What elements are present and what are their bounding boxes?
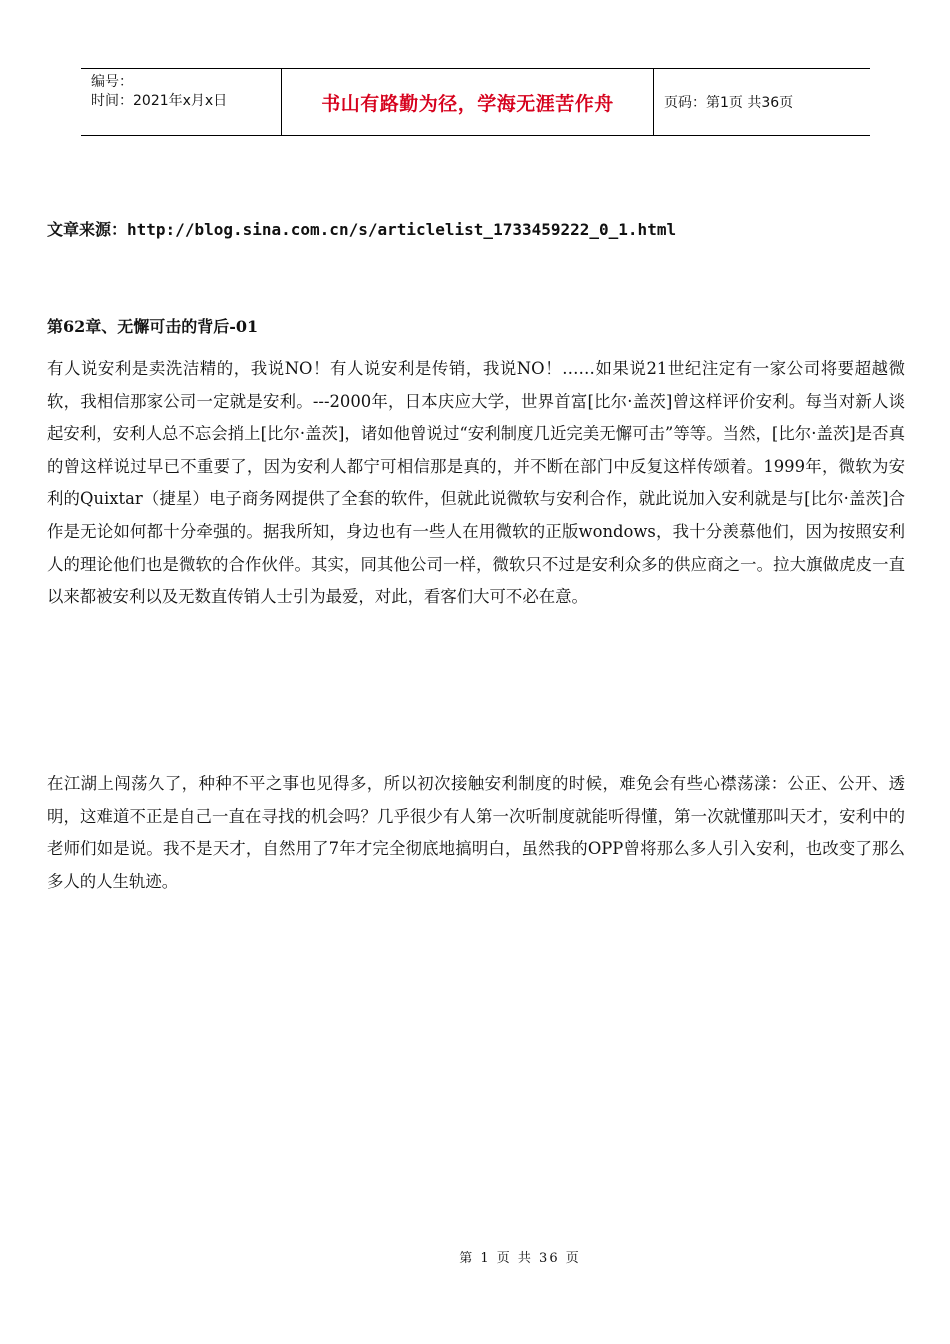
chapter-title: 第62章、无懈可击的背后-01 (47, 317, 259, 336)
article-source (47, 217, 676, 240)
header-motto: 书山有路勤为径，学海无涯苦作舟 (321, 92, 614, 115)
header-motto-cell (281, 69, 654, 135)
source-url[interactable]: http://blog.sina.com.cn/s/articlelist_1733459222_0_1.html (127, 220, 677, 239)
header-meta (81, 69, 281, 135)
body-paragraph-2: 在江湖上闯荡久了，种种不平之事也见得多，所以初次接触安利制度的时候，难免会有些心襟荡漾：公正、公开、透明，这难道不正是自己一直在寻找的机会吗？几乎很少有人第一次听制度就能听得懂，第一次就懂那叫天才，安利中的老师们如是说。我不是天才，自然用了7年才完全彻底地搞明白，虽然我的OPP曾将那么多人引入安利，也改变了那么多人的人生轨迹。 (47, 774, 905, 891)
header-page-info: 页码：第1页 共36页 (664, 95, 794, 111)
body-paragraph-1: 有人说安利是卖洗洁精的，我说NO！有人说安利是传销，我说NO！……如果说21世纪注定有一家公司将要超越微软，我相信那家公司一定就是安利。---2000年，日本庆应大学，世界首富[比尔·盖茨]曾这样评价安利。每当对新人谈起安利，安利人总不忘会捎上[比尔·盖茨]，诸如他曾说过“安利制度几近完美无懈可击”等等。当然，[比尔·盖茨]是否真的曾这样说过早已不重要了，因为安利人都宁可相信那是真的，并不断在部门中反复这样传颂着。1999年，微软为安利的Quixtar（捷星）电子商务网提供了全套的软件，但就此说微软与安利合作，就此说加入安利就是与[比尔·盖茨]合作是无论如何都十分牵强的。据我所知，身边也有一些人在用微软的正版wondows，我十分羡慕他们，因为按照安利人的理论他们也是微软的合作伙伴。其实，同其他公司一样，微软只不过是安利众多的供应商之一。拉大旗做虎皮一直以来都被安利以及无数直传销人士引为最爱，对此，看客们大可不必在意。 (47, 359, 905, 607)
date-label: 时间：2021年x月x日 (91, 93, 228, 109)
serial-number-label: 编号： (91, 74, 133, 90)
source-label: 文章来源： (47, 220, 128, 239)
page-footer: 第 1 页 共 36 页 (459, 1251, 581, 1266)
document-header (81, 68, 870, 136)
